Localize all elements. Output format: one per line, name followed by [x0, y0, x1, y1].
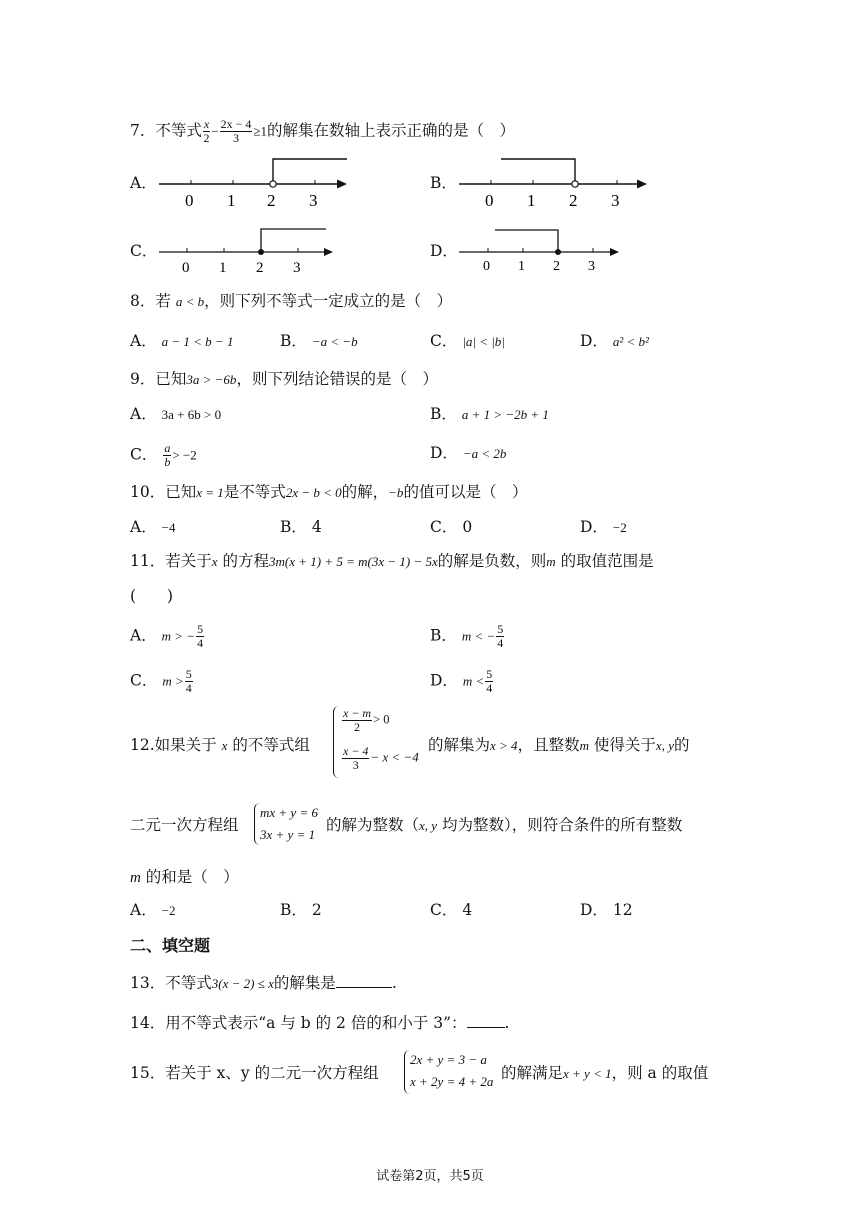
q7-option-c-numberline [155, 222, 355, 278]
q12-line3: m 的和是（ ） [130, 868, 239, 886]
q9-option-d: D． −a < 2b [430, 444, 507, 462]
q8-option-d: D． a² < b² [580, 332, 649, 350]
q11-stem: 11．若关于x 的方程3m(x + 1) + 5 = m(3x − 1) − 5x的解是负数，则m 的取值范围是 [130, 552, 654, 570]
q8-stem: 8．若 a < b，则下列不等式一定成立的是（ ） [130, 292, 453, 310]
q9-option-c: C． $\frac{a}{b}$ > −2 [130, 441, 197, 469]
q11-option-a: A． m > − $\frac{5}{4}$ [130, 622, 204, 650]
q9-stem: 9．已知3a > −6b，则下列结论错误的是（ ） [130, 370, 438, 388]
q7-option-a-label: A． [130, 174, 157, 192]
svg-text:3: 3 [611, 191, 620, 210]
q13-stem: 13．不等式3(x − 2) ≤ x的解集是 . [130, 974, 397, 992]
q7-option-c-label: C． [130, 242, 158, 260]
q7-option-d-numberline [455, 222, 655, 278]
q12-stem-start: 12.如果关于 x 的不等式组 [130, 736, 310, 754]
svg-text:0: 0 [182, 260, 190, 276]
q7-option-a-numberline [155, 150, 355, 210]
q8-option-a: A． a − 1 < b − 1 [130, 332, 234, 350]
q13-answer-blank[interactable] [336, 973, 392, 988]
page-footer: 试卷第2页，共5页 [376, 1169, 484, 1184]
q7-frac1: $\frac{x}{2}$ [203, 117, 210, 145]
q12-line2-rest: 的解为整数（x, y 均为整数），则符合条件的所有整数 [326, 816, 683, 834]
svg-text:2: 2 [553, 259, 560, 274]
q12-option-a: A． −2 [130, 901, 176, 919]
q10-option-c: C． 0 [430, 518, 473, 536]
q7-option-b-numberline [455, 150, 655, 210]
q14-stem: 14．用不等式表示“a 与 b 的 2 倍的和小于 3”： . [130, 1014, 510, 1032]
svg-text:2: 2 [569, 191, 578, 210]
q10-option-b: B． 4 [280, 518, 322, 536]
q15-equation-2: x + 2y = 4 + 2a [410, 1074, 494, 1089]
svg-text:0: 0 [483, 259, 490, 274]
q14-answer-blank[interactable] [467, 1013, 505, 1028]
q15-stem-rest: 的解满足x + y < 1，则 a 的取值 [501, 1064, 709, 1082]
q10-option-a: A． −4 [130, 518, 176, 536]
q12-stem-rest: 的解集为x > 4，且整数m 使得关于x, y的 [428, 736, 690, 754]
section-heading-fill-blank: 二、填空题 [130, 936, 211, 955]
q11-paren: ( ) [130, 587, 174, 605]
q12-inequality-1: $\frac{x - m}{2}$ > 0 [343, 706, 390, 734]
svg-text:1: 1 [527, 191, 536, 210]
svg-text:2: 2 [267, 191, 276, 210]
q7-frac2: $\frac{2x - 4}{3}$ [220, 117, 252, 145]
svg-text:1: 1 [518, 259, 525, 274]
svg-text:0: 0 [185, 191, 194, 210]
q9-option-b: B． a + 1 > −2b + 1 [430, 405, 549, 423]
q9-option-a: A． 3a + 6b > 0 [130, 405, 222, 423]
svg-text:0: 0 [485, 191, 494, 210]
svg-text:1: 1 [219, 260, 227, 276]
q12-inequality-2: $\frac{x - 4}{3}$ − x < −4 [343, 744, 419, 772]
q15-stem-start: 15．若关于 x、y 的二元一次方程组 [130, 1064, 379, 1082]
q11-option-c: C． m > $\frac{5}{4}$ [130, 667, 192, 695]
q8-option-b: B． −a < −b [280, 332, 358, 350]
q12-option-b: B． 2 [280, 901, 322, 919]
q7-option-d-label: D． [430, 242, 458, 260]
q10-stem: 10．已知x = 1是不等式2x − b < 0的解，−b的值可以是（ ） [130, 483, 528, 501]
q11-option-d: D． m < $\frac{5}{4}$ [430, 667, 493, 695]
q11-option-b: B． m < − $\frac{5}{4}$ [430, 622, 504, 650]
q12-option-c: C． 4 [430, 901, 473, 919]
q12-inequality-brace [333, 706, 340, 778]
svg-text:3: 3 [309, 191, 318, 210]
q15-equation-1: 2x + y = 3 − a [410, 1052, 487, 1067]
svg-text:1: 1 [227, 191, 236, 210]
svg-text:3: 3 [588, 259, 595, 274]
q8-option-c: C． |a| < |b| [430, 332, 505, 350]
q10-option-d: D． −2 [580, 518, 627, 536]
q7-stem: 7．不等式 $\frac{x}{2}$ − $\frac{2x - 4}{3}$ ≥1的解集在数轴上表示正确的是（ ） [130, 117, 515, 145]
svg-text:2: 2 [256, 260, 264, 276]
q12-option-d: D． 12 [580, 901, 633, 919]
svg-text:3: 3 [293, 260, 301, 276]
q12-equation-1: mx + y = 6 [260, 805, 318, 820]
q12-equation-2: 3x + y = 1 [260, 827, 316, 842]
q7-option-b-label: B． [430, 174, 457, 192]
q12-line2-start: 二元一次方程组 [130, 816, 239, 834]
